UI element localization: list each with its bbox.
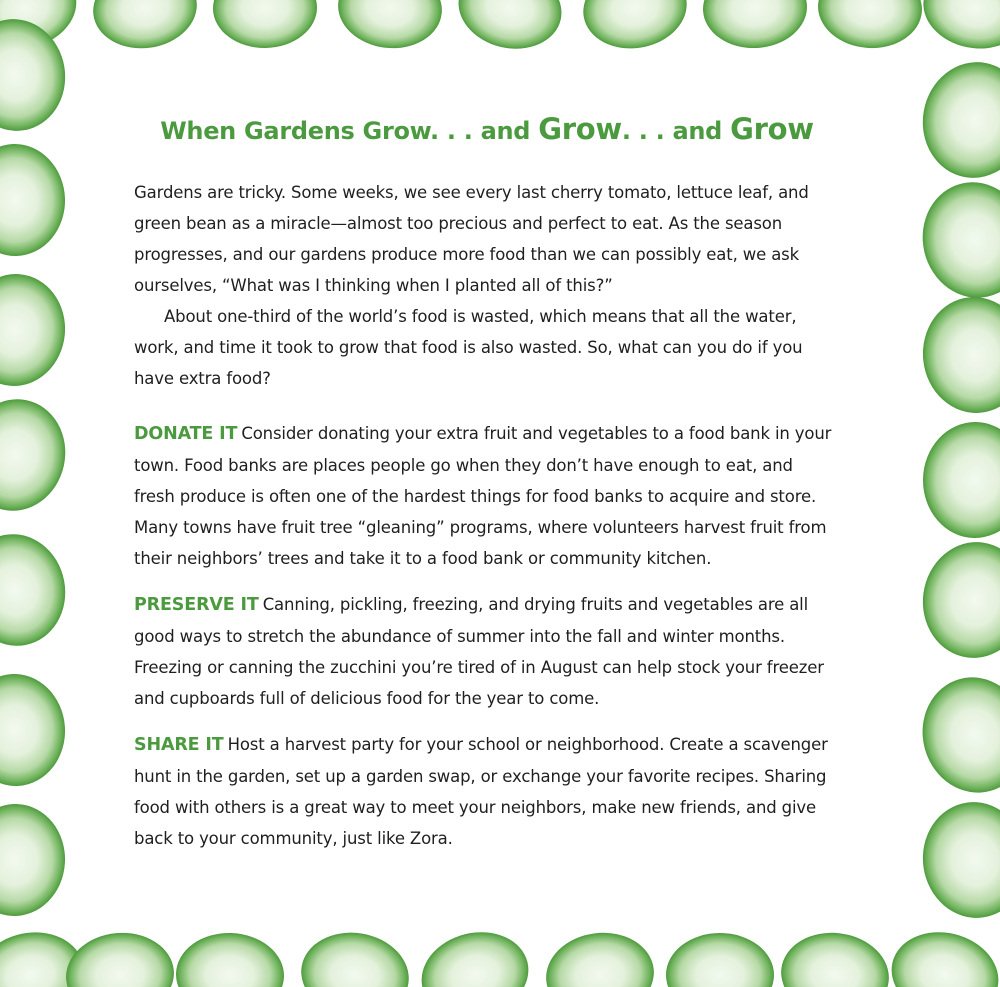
section-heading: SHARE IT <box>134 734 224 755</box>
cucumber-slice-icon <box>910 666 1000 805</box>
cucumber-slice-icon <box>577 0 693 56</box>
cucumber-slice-icon <box>815 0 924 52</box>
cucumber-slice-icon <box>914 54 1000 186</box>
cucumber-slice-icon <box>916 0 1000 57</box>
cucumber-slice-icon <box>911 172 1000 308</box>
section-text: Consider donating your extra fruit and vegetables to a food bank in your town. Food banks are places people go when they don’t have enough to eat, and fresh produce is often one of the hardest things for food banks to acquire and store. Many towns have fruit tree “gleaning” programs, where volunteers harvest fruit from their neighbors’ trees and take it to a food bank or community kitchen. <box>134 423 832 568</box>
cucumber-slice-icon <box>917 292 1000 418</box>
section-heading: PRESERVE IT <box>134 594 259 615</box>
title-part: Grow <box>538 112 622 146</box>
cucumber-slice-icon <box>175 931 286 987</box>
section-heading: DONATE IT <box>134 423 238 444</box>
section-preserve <box>134 589 834 714</box>
section-donate <box>134 418 834 574</box>
cucumber-slice-icon <box>882 921 1000 987</box>
cucumber-slice-icon <box>915 535 1000 664</box>
cucumber-slice-icon <box>412 921 537 987</box>
cucumber-slice-icon <box>701 0 809 51</box>
title-part: . . . and <box>621 117 731 145</box>
title-part: When Gardens Grow. . . and <box>160 117 539 145</box>
cucumber-slice-icon <box>63 928 178 987</box>
cucumber-slice-icon <box>0 801 68 918</box>
cucumber-slice-icon <box>776 927 893 987</box>
article <box>134 112 834 854</box>
cucumber-slice-icon <box>915 795 1000 924</box>
cucumber-slice-icon <box>0 270 70 390</box>
page-title <box>134 112 834 147</box>
cucumber-slice-icon <box>922 421 1000 539</box>
cucumber-slice-icon <box>334 0 446 53</box>
cucumber-slice-icon <box>88 0 202 55</box>
cucumber-slice-icon <box>0 142 67 257</box>
intro-paragraph: Gardens are tricky. Some weeks, we see every last cherry tomato, lettuce leaf, and green bean as a miracle—almost too precious and perfect to eat. As the season progresses, and our gardens produce more food than we can possibly eat, we ask ourselves, “What was I thinking when I planted all of this?” <box>134 182 809 295</box>
cucumber-slice-icon <box>666 933 774 987</box>
cucumber-slice-icon <box>212 0 317 49</box>
section-text: Canning, pickling, freezing, and drying fruits and vegetables are all good ways to stretch the abundance of summer into the fall and winter months. Freezing or canning the zucchini you’re tired of in August can help stock your freezer and cupboards full of delicious food for the year to come. <box>134 594 824 708</box>
cucumber-slice-icon <box>0 390 76 520</box>
section-text: Host a harvest party for your school or neighborhood. Create a scavenger hunt in the garden, set up a garden swap, or exchange your favorite recipes. Sharing food with others is a great way to meet your neighbors, make new friends, and give back to your community, just like Zora. <box>134 734 828 848</box>
cucumber-slice-icon <box>450 0 569 59</box>
cucumber-slice-icon <box>295 925 415 987</box>
cucumber-slice-icon <box>0 671 69 790</box>
section-share <box>134 729 834 854</box>
intro-paragraph: About one-third of the world’s food is wasted, which means that all the water, work, and time it took to grow that food is also wasted. So, what can you do if you have extra food? <box>134 306 803 388</box>
title-part: Grow <box>730 112 814 146</box>
cucumber-slice-icon <box>0 525 75 654</box>
cucumber-slice-icon <box>541 927 658 987</box>
